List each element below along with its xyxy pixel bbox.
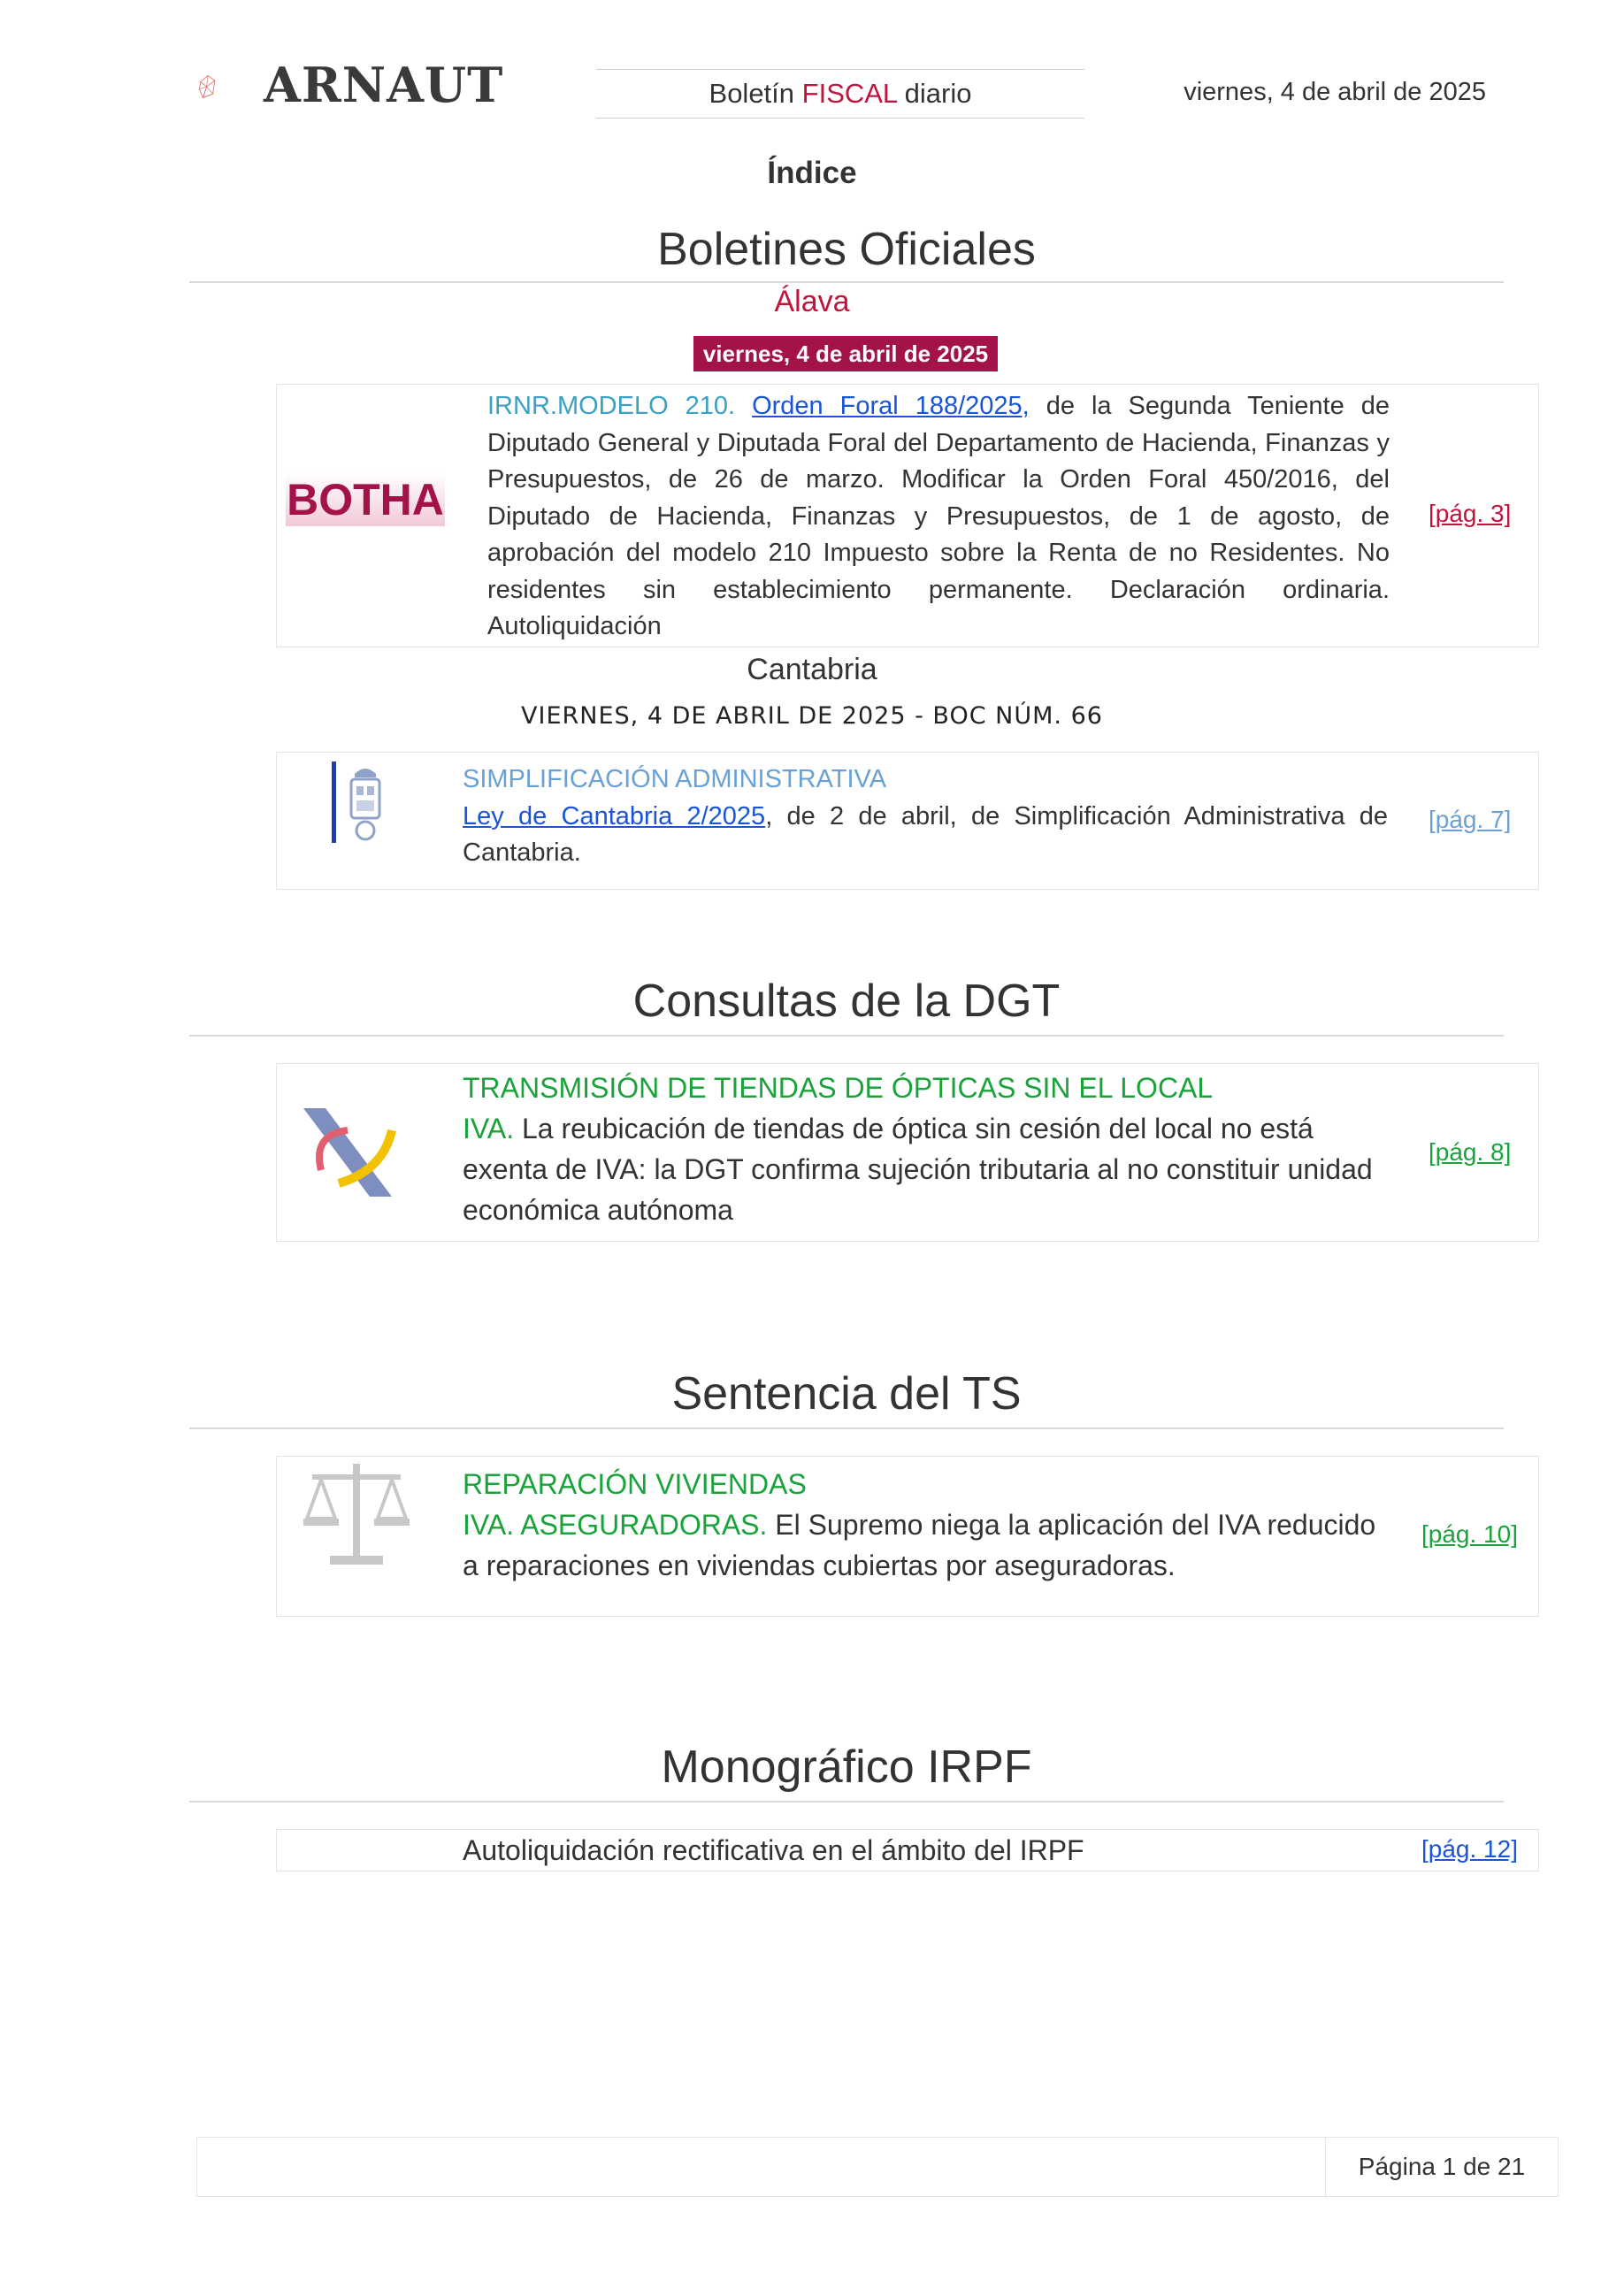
page-link-7[interactable]: [pág. 7] <box>1429 806 1512 833</box>
entry-tax: IVA. <box>463 1113 515 1144</box>
entry-topic: SIMPLIFICACIÓN ADMINISTRATIVA <box>463 765 887 793</box>
bulletin-prefix: Boletín <box>709 78 802 109</box>
entry-body: El Supremo niega la aplicación del IVA reducido a reparaciones en viviendas cubiertas por aseguradoras. <box>463 1509 1376 1581</box>
entry-card-irpf <box>276 1829 1539 1871</box>
entry-topic: IRNR.MODELO 210. <box>487 392 736 420</box>
entry-card-ts <box>276 1456 1539 1617</box>
index-title: Índice <box>767 156 857 190</box>
botha-logo-text: BOTHA <box>287 475 444 524</box>
entry-card-alava <box>276 384 1539 647</box>
entry-topic: REPARACIÓN VIVIENDAS <box>463 1468 807 1500</box>
header-date: viernes, 4 de abril de 2025 <box>1184 78 1486 106</box>
region-alava: Álava <box>774 285 850 318</box>
page-link-3[interactable]: [pág. 3] <box>1429 500 1512 527</box>
page-footer <box>196 2137 1559 2197</box>
date-badge: viernes, 4 de abril de 2025 <box>693 336 998 371</box>
entry-text-alava <box>487 388 1390 646</box>
page-link-10[interactable]: [pág. 10] <box>1421 1520 1518 1548</box>
entry-card-cantabria <box>276 752 1539 890</box>
entry-body: , de 2 de abril, de Simplificación Administrativa de Cantabria. <box>463 801 1388 867</box>
entry-text-dgt <box>463 1068 1383 1230</box>
cantabria-shield-icon <box>330 760 401 845</box>
entry-text-irpf: Autoliquidación rectificativa en el ámbito del IRPF <box>463 1834 1084 1866</box>
orden-foral-link[interactable]: Orden Foral 188/2025, <box>752 392 1030 420</box>
bulletin-highlight: FISCAL <box>801 78 898 109</box>
bulletin-title <box>596 69 1084 119</box>
agencia-tributaria-icon <box>295 1099 410 1205</box>
entry-tax: IVA. ASEGURADORAS. <box>463 1509 768 1541</box>
brand-name: ARNAUT <box>264 57 504 113</box>
section-divider <box>189 281 1504 283</box>
section-divider <box>189 1427 1504 1429</box>
region-cantabria: Cantabria <box>747 653 877 686</box>
section-title-dgt: Consultas de la DGT <box>632 976 1061 1027</box>
ley-cantabria-link[interactable]: Ley de Cantabria 2/2025 <box>463 801 766 830</box>
boc-date: VIERNES, 4 DE ABRIL DE 2025 - BOC NÚM. 66 <box>521 702 1103 730</box>
entry-body: de la Segunda Teniente de Diputado General y Diputada Foral del Departamento de Hacienda, Finanzas y Presupuestos, de 26 de marzo. Modificar la Orden Foral 450/2016, del Diputado de Hacienda, Finanzas y Presupuestos, de 1 de agosto, de aprobación del modelo 210 Impuesto sobre la Renta de no Residentes. No residentes sin establecimiento permanente. Declaración ordinaria. Autoliquidación <box>487 392 1390 640</box>
section-title-irpf: Monográfico IRPF <box>661 1741 1032 1793</box>
entry-text-ts <box>463 1464 1383 1586</box>
page-link-12[interactable]: [pág. 12] <box>1421 1835 1518 1863</box>
section-title-ts: Sentencia del TS <box>671 1368 1022 1420</box>
justice-scales-icon <box>295 1457 418 1572</box>
page-number: Página 1 de 21 <box>1325 2138 1558 2196</box>
entry-topic: TRANSMISIÓN DE TIENDAS DE ÓPTICAS SIN EL LOCAL <box>463 1072 1214 1104</box>
entry-text-cantabria <box>463 762 1388 872</box>
arnaut-logo-icon <box>198 42 269 131</box>
page-link-8[interactable]: [pág. 8] <box>1429 1138 1512 1166</box>
botha-logo <box>286 473 445 526</box>
section-divider <box>189 1035 1504 1037</box>
entry-body: La reubicación de tiendas de óptica sin cesión del local no está exenta de IVA: la DGT confirma sujeción tributaria al no constituir unidad económica autónoma <box>463 1113 1373 1226</box>
section-title-boletines: Boletines Oficiales <box>657 224 1036 275</box>
section-divider <box>189 1801 1504 1802</box>
bulletin-suffix: diario <box>897 78 972 109</box>
entry-card-dgt <box>276 1063 1539 1242</box>
